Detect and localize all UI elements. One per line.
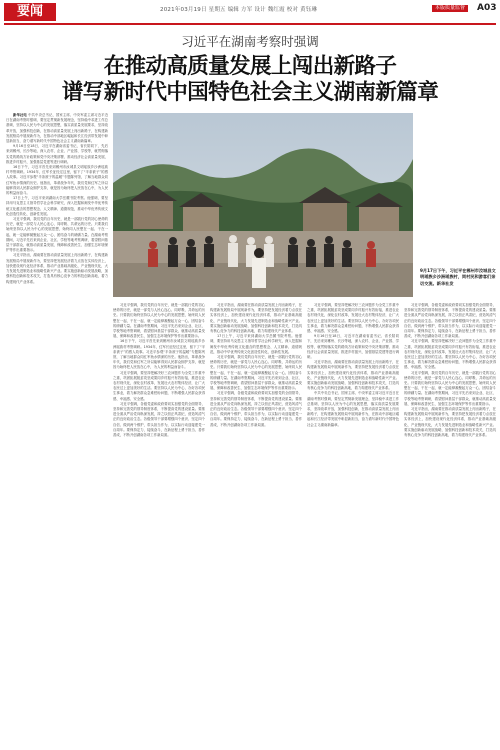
article-paragraph: 习近平强调，要坚持把解决好三农问题作为全党工作重中之重，巩固拓展脱贫攻坚成果同乡村振兴有效衔接，推进农业农村现代化，深化农村改革，发展壮大农村集体经济，让广大农民过上更加美好的生活。要坚持以人民为中心，办好各项民生事业，着力解决群众急难愁盼问题，不断增强人民群众获得感、幸福感、安全感。 <box>307 303 399 334</box>
article-paragraph: 习近平强调，我们党的百年历史，就是一部践行党的初心使命的历史，就是一部党与人民心连心、同呼吸、共命运的历史。只要我们始终坚持以人民为中心的发展思想，始终同人民想在一起、干在一起，就一定能够凝聚起万众一心、团结奋斗的磅礴力量。在湖南考察期间，习近平先后来到企业、社区、学校等地考察调研，看望慰问基层干部群众，就推动高质量发展、保障和改善民生、加强生态环境保护等作出重要指示。 <box>404 370 496 406</box>
headline-title-line-2: 谱写新时代中国特色社会主义湖南新篇章 <box>61 80 439 105</box>
article-paragraph: 中共中央总书记、国家主席、中央军委主席习近平近日在湖南考察时强调，要坚定贯彻新发展理念，坚持稳中求进工作总基调，坚持以人民为中心的发展思想，落实高质量发展要求，坚持改革开放，加强科技创新，在推动高质量发展上闯出新路子，在构建新发展格局中展现新作为，在推动中部地区崛起和长江经济带发展中彰显新担当，奋力谱写新时代中国特色社会主义湖南新篇章。 <box>6 113 108 144</box>
quality-badge: 本版质量监督 <box>432 5 468 12</box>
masthead <box>0 0 500 24</box>
header-rule <box>4 23 496 25</box>
article-dateline: 新华社电 <box>13 113 27 117</box>
page-number: A03 <box>477 3 497 13</box>
article-paragraph: 9月16日至18日，习近平在湖南省委书记、省长陪同下，先后来到郴州、长沙等地，深入农村、企业、产业园、学校等，就贯彻落实党的路线方针政策和党中央决策部署、推动经济社会高质量发展、推进乡村振兴、加强基层党建等进行调研。 <box>307 334 399 360</box>
article-paragraph: 17日上午，习近平来到湖南大学岳麓书院考察。他强调，要坚持用马克思主义指导哲学社会科学研究，深入挖掘和阐发中华优秀传统文化蕴含的思想观念、人文精神、道德规范，推动中华优秀传统文化创造性转化、创新性发展。 <box>210 334 302 354</box>
article-paragraph: 习近平指出，湖南要在推动高质量发展上闯出新路子，在构建新发展格局中展现新作为，要坚持把发展经济着力点放在实体经济上，加快建设现代化经济体系，推动产业基础高级化、产业链现代化，大力发展先进制造业和战略性新兴产业。要实施创新驱动发展战略，加强科技创新和技术攻关，打造具有核心竞争力的科技创新高地，着力构建现代产业体系。 <box>6 253 108 284</box>
news-photo <box>113 113 413 297</box>
headline-kicker: 习近平在湖南考察时强调 <box>181 34 319 49</box>
article-paragraph: 习近平强调，我们党的百年历史，就是一部践行党的初心使命的历史，就是一部党与人民心连心、同呼吸、共命运的历史。只要我们始终坚持以人民为中心的发展思想，始终同人民想在一起、干在一起，就一定能够凝聚起万众一心、团结奋斗的磅礴力量。在湖南考察期间，习近平先后来到企业、社区、学校等地考察调研，看望慰问基层干部群众，就推动高质量发展、保障和改善民生、加强生态环境保护等作出重要指示。 <box>6 217 108 253</box>
article-paragraph: 习近平指出，湖南要在推动高质量发展上闯出新路子，在构建新发展格局中展现新作为，要坚持把发展经济着力点放在实体经济上，加快建设现代化经济体系，推动产业基础高级化、产业链现代化，大力发展先进制造业和战略性新兴产业。要实施创新驱动发展战略，加强科技创新和技术攻关，打造具有核心竞争力的科技创新高地，着力构建现代产业体系。 <box>307 360 399 391</box>
article-paragraph: 习近平强调，要坚持把解决好三农问题作为全党工作重中之重，巩固拓展脱贫攻坚成果同乡村振兴有效衔接，推进农业农村现代化，深化农村改革，发展壮大农村集体经济，让广大农民过上更加美好的生活。要坚持以人民为中心，办好各项民生事业，着力解决群众急难愁盼问题，不断增强人民群众获得感、幸福感、安全感。 <box>404 339 496 370</box>
section-label: 要闻 <box>4 3 56 21</box>
issue-meta: 2021年03月19日 星期五 编辑 方军 设计 魏红霞 校对 黄钰琳 <box>160 7 318 13</box>
headline-title-line-1: 在推动高质量发展上闯出新路子 <box>103 54 397 79</box>
article-paragraph: 16日下午，习近平首先来到郴州市汝城县文明瑶族乡沙洲瑶族村考察调研。1934年，红军长征经过这里，留下了“半条被子”的感人故事。习近平参观“半条被子的温暖”专题陈列馆，了解当地群众同红军鱼水情深的历史。他指出，革命战争年代，我们党和红军之所以能够得到人民群众拥护支持，就是因为始终把人民放在心中，为人民的利益而奋斗。 <box>113 339 205 370</box>
article-paragraph: 习近平强调，要坚持把解决好三农问题作为全党工作重中之重，巩固拓展脱贫攻坚成果同乡村振兴有效衔接，推进农业农村现代化，深化农村改革，发展壮大农村集体经济，让广大农民过上更加美好的生活。要坚持以人民为中心，办好各项民生事业，着力解决群众急难愁盼问题，不断增强人民群众获得感、幸福感、安全感。 <box>113 370 205 401</box>
article-column-3 <box>210 303 302 745</box>
article-paragraph: 习近平强调，各级党委和政府要切实加强党的全面领导，坚持和完善党的领导制度体系，不断提高党的建设质量。要推进全面从严治党向纵深发展，持之以恒正风肃纪，营造风清气正的良好政治生态。各级领导干部要增强四个意识、坚定四个自信、做到两个维护，带头担当作为，以实际行动迎接建党一百周年。要保持定力、接续奋斗，在新征程上勇于担当、善作善成，不断开创湖南各项工作新局面。 <box>210 391 302 427</box>
article-paragraph: 9月16日至18日，习近平在湖南省委书记、省长陪同下，先后来到郴州、长沙等地，深入农村、企业、产业园、学校等，就贯彻落实党的路线方针政策和党中央决策部署、推动经济社会高质量发展、推进乡村振兴、加强基层党建等进行调研。 <box>6 144 108 164</box>
article-paragraph: 习近平指出，湖南要在推动高质量发展上闯出新路子，在构建新发展格局中展现新作为，要坚持把发展经济着力点放在实体经济上，加快建设现代化经济体系，推动产业基础高级化、产业链现代化，大力发展先进制造业和战略性新兴产业。要实施创新驱动发展战略，加强科技创新和技术攻关，打造具有核心竞争力的科技创新高地，着力构建现代产业体系。 <box>404 407 496 438</box>
article-paragraph: 习近平强调，我们党的百年历史，就是一部践行党的初心使命的历史，就是一部党与人民心连心、同呼吸、共命运的历史。只要我们始终坚持以人民为中心的发展思想，始终同人民想在一起、干在一起，就一定能够凝聚起万众一心、团结奋斗的磅礴力量。在湖南考察期间，习近平先后来到企业、社区、学校等地考察调研，看望慰问基层干部群众，就推动高质量发展、保障和改善民生、加强生态环境保护等作出重要指示。 <box>210 355 302 391</box>
article-paragraph: 习近平强调，各级党委和政府要切实加强党的全面领导，坚持和完善党的领导制度体系，不断提高党的建设质量。要推进全面从严治党向纵深发展，持之以恒正风肃纪，营造风清气正的良好政治生态。各级领导干部要增强四个意识、坚定四个自信、做到两个维护，带头担当作为，以实际行动迎接建党一百周年。要保持定力、接续奋斗，在新征程上勇于担当、善作善成，不断开创湖南各项工作新局面。 <box>113 401 205 438</box>
article-paragraph: 17日上午，习近平来到湖南大学岳麓书院考察。他强调，要坚持用马克思主义指导哲学社会科学研究，深入挖掘和阐发中华优秀传统文化蕴含的思想观念、人文精神、道德规范，推动中华优秀传统文化创造性转化、创新性发展。 <box>6 196 108 216</box>
article-column-5 <box>404 303 496 745</box>
article-column-4 <box>307 303 399 745</box>
article-paragraph: 习近平强调，各级党委和政府要切实加强党的全面领导，坚持和完善党的领导制度体系，不断提高党的建设质量。要推进全面从严治党向纵深发展，持之以恒正风肃纪，营造风清气正的良好政治生态。各级领导干部要增强四个意识、坚定四个自信、做到两个维护，带头担当作为，以实际行动迎接建党一百周年。要保持定力、接续奋斗，在新征程上勇于担当、善作善成，不断开创湖南各项工作新局面。 <box>404 303 496 339</box>
article-column-1 <box>6 113 108 745</box>
article-paragraph: 习近平强调，我们党的百年历史，就是一部践行党的初心使命的历史，就是一部党与人民心连心、同呼吸、共命运的历史。只要我们始终坚持以人民为中心的发展思想，始终同人民想在一起、干在一起，就一定能够凝聚起万众一心、团结奋斗的磅礴力量。在湖南考察期间，习近平先后来到企业、社区、学校等地考察调研，看望慰问基层干部群众，就推动高质量发展、保障和改善民生、加强生态环境保护等作出重要指示。 <box>113 303 205 339</box>
article-column-2 <box>113 303 205 745</box>
article-paragraph: 16日下午，习近平首先来到郴州市汝城县文明瑶族乡沙洲瑶族村考察调研。1934年，红军长征经过这里，留下了“半条被子”的感人故事。习近平参观“半条被子的温暖”专题陈列馆，了解当地群众同红军鱼水情深的历史。他指出，革命战争年代，我们党和红军之所以能够得到人民群众拥护支持，就是因为始终把人民放在心中，为人民的利益而奋斗。 <box>6 165 108 196</box>
photo-illustration <box>113 113 413 297</box>
photo-caption: 9月17日下午，习近平在郴州市汝城县文明瑶族乡沙洲瑶族村，同村民和游客们亲切交流。新华社发 <box>420 268 496 286</box>
article-paragraph: 习近平指出，湖南要在推动高质量发展上闯出新路子，在构建新发展格局中展现新作为，要坚持把发展经济着力点放在实体经济上，加快建设现代化经济体系，推动产业基础高级化、产业链现代化，大力发展先进制造业和战略性新兴产业。要实施创新驱动发展战略，加强科技创新和技术攻关，打造具有核心竞争力的科技创新高地，着力构建现代产业体系。 <box>210 303 302 334</box>
article-paragraph: 中共中央总书记、国家主席、中央军委主席习近平近日在湖南考察时强调，要坚定贯彻新发展理念，坚持稳中求进工作总基调，坚持以人民为中心的发展思想，落实高质量发展要求，坚持改革开放，加强科技创新，在推动高质量发展上闯出新路子，在构建新发展格局中展现新作为，在推动中部地区崛起和长江经济带发展中彰显新担当，奋力谱写新时代中国特色社会主义湖南新篇章。 <box>307 391 399 427</box>
